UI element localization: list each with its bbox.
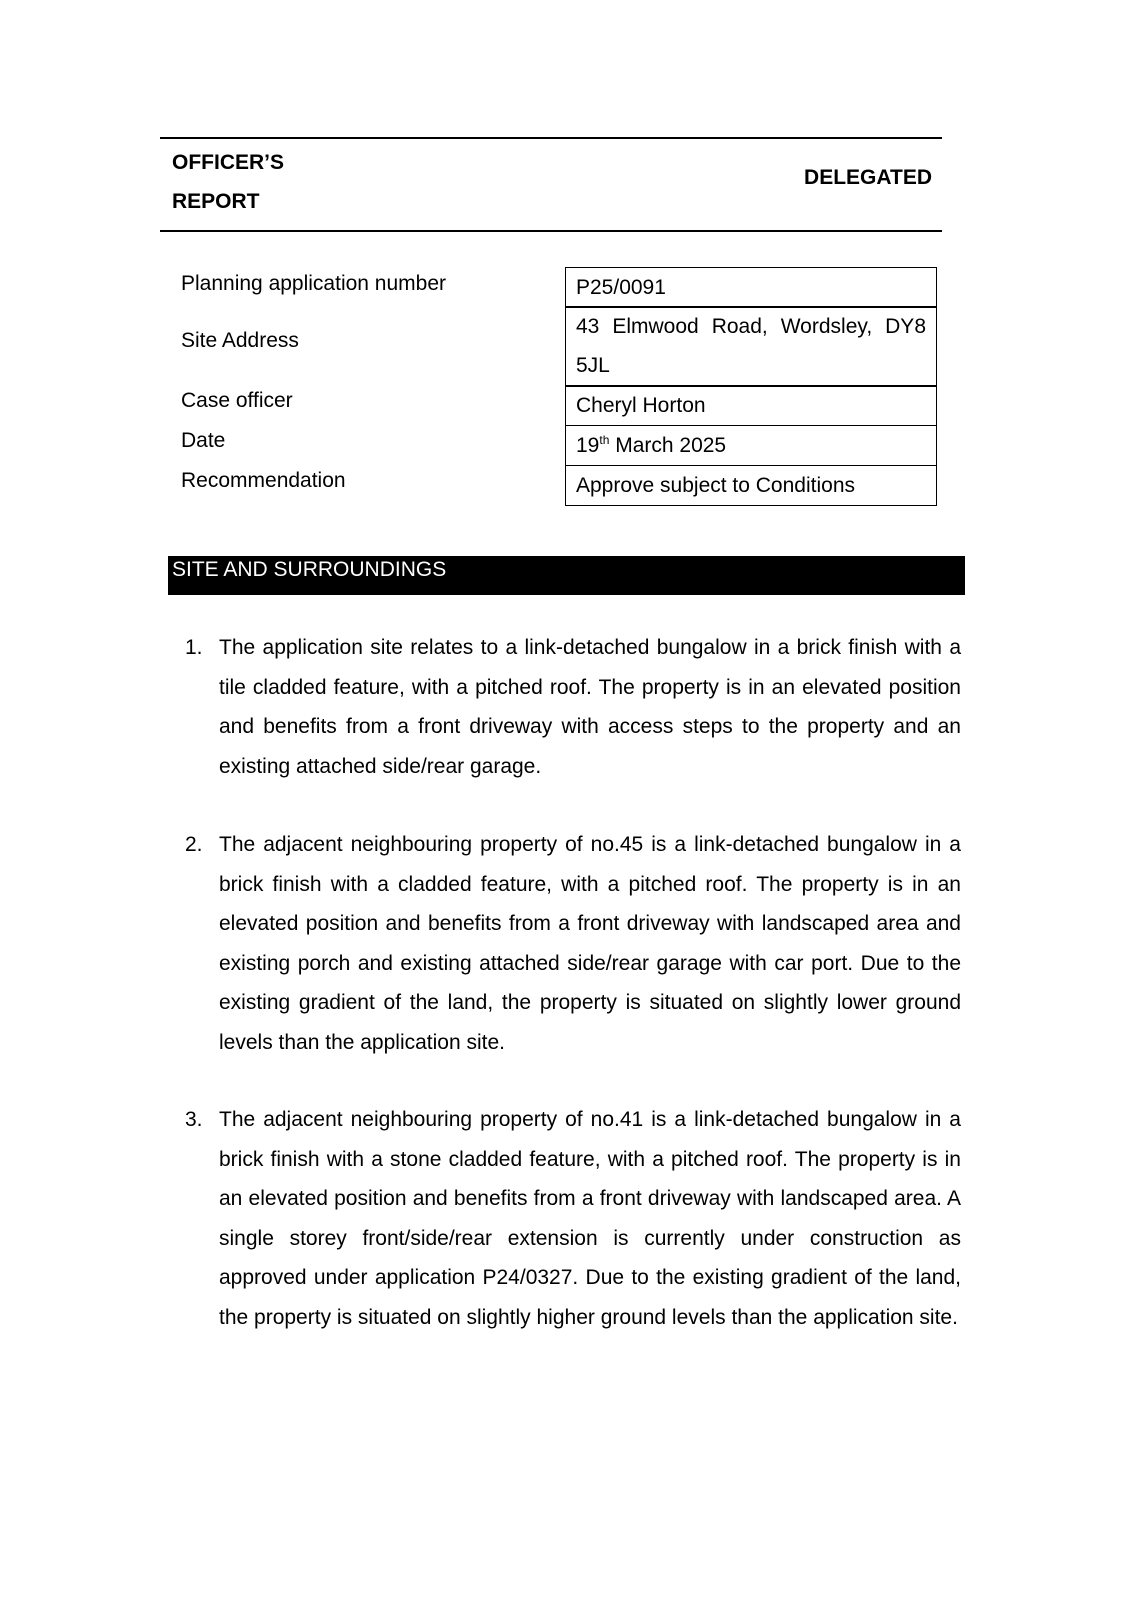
- detail-label: Site Address: [181, 329, 299, 352]
- detail-label: Date: [181, 429, 226, 452]
- header-top-rule: [160, 137, 942, 139]
- report-title-line2: REPORT: [172, 190, 260, 213]
- date-day: 19: [576, 434, 600, 457]
- date-rest: March 2025: [609, 434, 727, 457]
- detail-label: Recommendation: [181, 469, 346, 492]
- date-value: [565, 425, 937, 466]
- list-item-number: 3.: [185, 1108, 203, 1131]
- application-number-value: P25/0091: [565, 267, 937, 308]
- case-officer-value: Cheryl Horton: [565, 385, 937, 426]
- detail-label: Planning application number: [181, 272, 447, 295]
- list-item-text: The adjacent neighbouring property of no.45 is a link-detached bungalow in a brick finish with a cladded feature, with a pitched roof. The property is in an elevated position and benefits from a front driveway with landscaped area and existing porch and existing attached side/rear garage with car port. Due to the existing gradient of the land, the property is situated on slightly lower ground levels than the application site.: [219, 833, 961, 1054]
- section-heading: SITE AND SURROUNDINGS: [168, 556, 965, 595]
- report-title-line1: OFFICER’S: [172, 151, 285, 174]
- list-item-number: 1.: [185, 636, 203, 659]
- date-day-suffix: th: [599, 433, 610, 447]
- list-item-text: The application site relates to a link-detached bungalow in a brick finish with a tile cladded feature, with a pitched roof. The property is in an elevated position and benefits from a front driveway with access steps to the property and an existing attached side/rear garage.: [219, 636, 961, 778]
- report-status: DELEGATED: [804, 166, 932, 189]
- site-address-value: 43 Elmwood Road, Wordsley, DY8 5JL: [565, 306, 937, 387]
- recommendation-value: Approve subject to Conditions: [565, 465, 937, 506]
- header-bottom-rule: [160, 230, 942, 232]
- list-item-text: The adjacent neighbouring property of no.41 is a link-detached bungalow in a brick finish with a stone cladded feature, with a pitched roof. The property is in an elevated position and benefits from a front driveway with landscaped area. A single storey front/side/rear extension is currently under construction as approved under application P24/0327. Due to the existing gradient of the land, the property is situated on slightly higher ground levels than the application site.: [219, 1108, 961, 1329]
- list-item-number: 2.: [185, 833, 203, 856]
- report-title: [172, 143, 284, 221]
- detail-label: Case officer: [181, 389, 293, 412]
